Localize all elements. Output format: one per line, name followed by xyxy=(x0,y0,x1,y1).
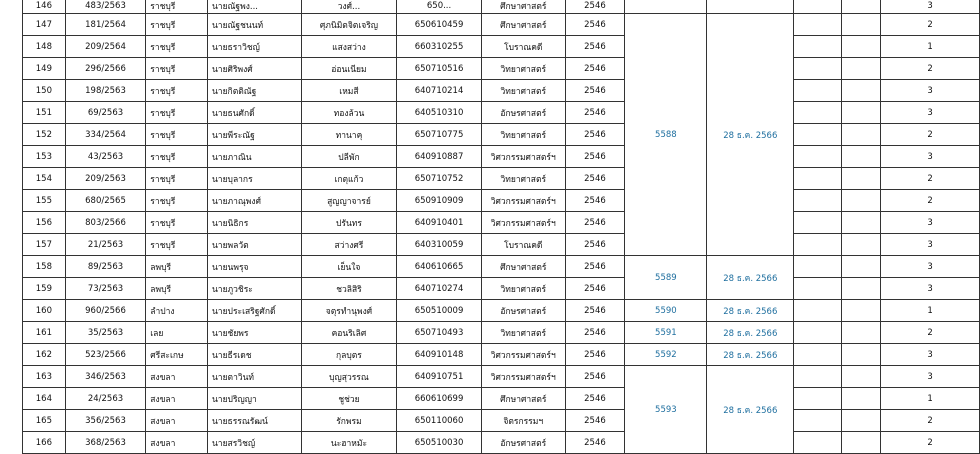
cell-count: 3 xyxy=(881,0,980,14)
cell-year: 2546 xyxy=(565,80,625,102)
cell-last-name: เย็นใจ xyxy=(301,256,397,278)
cell-ref: 483/2563 xyxy=(65,0,146,14)
cell-blank xyxy=(841,0,881,14)
cell-province: สงขลา xyxy=(146,366,208,388)
cell-student-id: 640310059 xyxy=(397,234,482,256)
cell-blank xyxy=(841,410,881,432)
cell-blank xyxy=(794,36,841,58)
cell-blank xyxy=(794,410,841,432)
cell-year: 2546 xyxy=(565,124,625,146)
cell-ref: 523/2566 xyxy=(65,344,146,366)
cell-blank xyxy=(841,432,881,454)
cell-count: 2 xyxy=(881,14,980,36)
cell-count: 2 xyxy=(881,410,980,432)
group-order-date: 28 ธ.ค. 2566 xyxy=(707,300,794,322)
cell-year: 2546 xyxy=(565,322,625,344)
cell-first-name: นายธีรเดช xyxy=(207,344,301,366)
cell-student-id: 640710214 xyxy=(397,80,482,102)
cell-year: 2546 xyxy=(565,212,625,234)
cell-first-name: นายภาณุพงศ์ xyxy=(207,190,301,212)
cell-blank xyxy=(841,366,881,388)
cell-student-id: 660610699 xyxy=(397,388,482,410)
cell-blank xyxy=(794,80,841,102)
table-row xyxy=(23,190,980,212)
cell-province: ราชบุรี xyxy=(146,124,208,146)
cell-faculty: จิตรกรรมฯ xyxy=(481,410,565,432)
cell-faculty: วิทยาศาสตร์ xyxy=(481,168,565,190)
cell-year: 2546 xyxy=(565,36,625,58)
cell-last-name: อ่อนเนียม xyxy=(301,58,397,80)
table-row xyxy=(23,146,980,168)
cell-province: ราชบุรี xyxy=(146,36,208,58)
cell-student-id: 650610459 xyxy=(397,14,482,36)
cell-blank xyxy=(841,102,881,124)
cell-student-id: 640910401 xyxy=(397,212,482,234)
cell-last-name: ชวลิสิริ xyxy=(301,278,397,300)
cell-ref: 209/2563 xyxy=(65,168,146,190)
cell-year: 2546 xyxy=(565,0,625,14)
cell-province: สงขลา xyxy=(146,432,208,454)
cell-faculty: ศึกษาศาสตร์ xyxy=(481,388,565,410)
cell-student-id: 640910887 xyxy=(397,146,482,168)
cell-count: 3 xyxy=(881,80,980,102)
group-order-date: 28 ธ.ค. 2566 xyxy=(707,366,794,454)
cell-blank xyxy=(794,322,841,344)
cell-last-name: ปรันทร xyxy=(301,212,397,234)
cell-year: 2546 xyxy=(565,388,625,410)
cell-first-name: นายณัฐชนนท์ xyxy=(207,14,301,36)
cell-last-name: ชูช่วย xyxy=(301,388,397,410)
cell-year: 2546 xyxy=(565,190,625,212)
cell-year: 2546 xyxy=(565,432,625,454)
cell-blank xyxy=(841,190,881,212)
cell-province: เลย xyxy=(146,322,208,344)
cell-blank xyxy=(794,146,841,168)
cell-first-name: นายสรวิชญ์ xyxy=(207,432,301,454)
cell-last-name: นะฮาหมัะ xyxy=(301,432,397,454)
cell-last-name: คอนริเลิศ xyxy=(301,322,397,344)
table-row xyxy=(23,102,980,124)
table-row xyxy=(23,14,980,36)
cell-first-name: นายพีระณัฐ xyxy=(207,124,301,146)
cell-year: 2546 xyxy=(565,366,625,388)
cell-ref: 803/2566 xyxy=(65,212,146,234)
table-row xyxy=(23,344,980,366)
cell-first-name: นายธรรณรัฒน์ xyxy=(207,410,301,432)
cell-ref: 356/2563 xyxy=(65,410,146,432)
cell-count: 3 xyxy=(881,278,980,300)
cell-faculty: วิทยาศาสตร์ xyxy=(481,278,565,300)
cell-blank xyxy=(841,300,881,322)
cell-blank xyxy=(841,36,881,58)
cell-faculty: วิศวกรรมศาสตร์ฯ xyxy=(481,212,565,234)
cell-blank xyxy=(841,14,881,36)
cell-no: 154 xyxy=(23,168,66,190)
group-order-date: 28 ธ.ค. 2566 xyxy=(707,256,794,300)
cell-blank xyxy=(841,344,881,366)
cell-province: ราชบุรี xyxy=(146,212,208,234)
cell-faculty: วิทยาศาสตร์ xyxy=(481,58,565,80)
cell-student-id: 640710274 xyxy=(397,278,482,300)
cell-blank xyxy=(794,388,841,410)
cell-blank xyxy=(794,102,841,124)
cell-ref: 35/2563 xyxy=(65,322,146,344)
cell-no: 146 xyxy=(23,0,66,14)
cell-no: 161 xyxy=(23,322,66,344)
cell-faculty: วิศวกรรมศาสตร์ฯ xyxy=(481,190,565,212)
cell-year: 2546 xyxy=(565,234,625,256)
cell-ref: 21/2563 xyxy=(65,234,146,256)
cell-ref: 346/2563 xyxy=(65,366,146,388)
cell-blank xyxy=(841,80,881,102)
cell-blank xyxy=(841,124,881,146)
cell-no: 164 xyxy=(23,388,66,410)
cell-year: 2546 xyxy=(565,410,625,432)
table-body xyxy=(23,0,980,454)
cell-no: 149 xyxy=(23,58,66,80)
cell-count: 2 xyxy=(881,432,980,454)
cell-year: 2546 xyxy=(565,300,625,322)
cell-last-name: ทานาคุ xyxy=(301,124,397,146)
cell-ref: 89/2563 xyxy=(65,256,146,278)
group-order-number: 5589 xyxy=(625,256,707,300)
cell-last-name: วงศ์... xyxy=(301,0,397,14)
cell-student-id: 650... xyxy=(397,0,482,14)
cell-province: ราชบุรี xyxy=(146,102,208,124)
cell-faculty: วิศวกรรมศาสตร์ฯ xyxy=(481,146,565,168)
table-row xyxy=(23,58,980,80)
cell-province: ราชบุรี xyxy=(146,234,208,256)
cell-blank xyxy=(841,388,881,410)
cell-student-id: 650710775 xyxy=(397,124,482,146)
cell-count: 1 xyxy=(881,300,980,322)
cell-province: ลำปาง xyxy=(146,300,208,322)
cell-ref: 368/2563 xyxy=(65,432,146,454)
cell-year: 2546 xyxy=(565,278,625,300)
cell-blank xyxy=(794,14,841,36)
table-row xyxy=(23,278,980,300)
cell-last-name: ทองล้วน xyxy=(301,102,397,124)
table-row xyxy=(23,300,980,322)
cell-no: 165 xyxy=(23,410,66,432)
cell-no: 166 xyxy=(23,432,66,454)
cell-year: 2546 xyxy=(565,344,625,366)
cell-year: 2546 xyxy=(565,168,625,190)
cell-student-id: 640510310 xyxy=(397,102,482,124)
cell-faculty: วิทยาศาสตร์ xyxy=(481,322,565,344)
group-order-number: 5592 xyxy=(625,344,707,366)
table-row xyxy=(23,388,980,410)
cell-first-name: นายธนศักดิ์ xyxy=(207,102,301,124)
cell-blank xyxy=(794,190,841,212)
cell-no: 152 xyxy=(23,124,66,146)
cell-year: 2546 xyxy=(565,102,625,124)
cell-blank xyxy=(794,168,841,190)
group-order-date: 28 ธ.ค. 2566 xyxy=(707,322,794,344)
cell-blank xyxy=(794,256,841,278)
cell-count: 1 xyxy=(881,388,980,410)
cell-no: 162 xyxy=(23,344,66,366)
cell-last-name: ศุภนิมิตจิตเจริญ xyxy=(301,14,397,36)
cell-first-name: นายพลวัต xyxy=(207,234,301,256)
cell-no: 156 xyxy=(23,212,66,234)
cell-student-id: 650710752 xyxy=(397,168,482,190)
cell-blank xyxy=(794,124,841,146)
cell-blank xyxy=(841,256,881,278)
group-order-number: 5591 xyxy=(625,322,707,344)
cell-blank xyxy=(794,432,841,454)
cell-ref: 960/2566 xyxy=(65,300,146,322)
cell-first-name: นายกิตติณัฐ xyxy=(207,80,301,102)
cell-faculty: วิศวกรรมศาสตร์ฯ xyxy=(481,344,565,366)
cell-count: 2 xyxy=(881,58,980,80)
cell-last-name: รักพรม xyxy=(301,410,397,432)
cell-count: 2 xyxy=(881,168,980,190)
cell-no: 150 xyxy=(23,80,66,102)
cell-province: สงขลา xyxy=(146,388,208,410)
cell-faculty: อักษรศาสตร์ xyxy=(481,102,565,124)
cell-count: 3 xyxy=(881,102,980,124)
cell-first-name: นายปริญญา xyxy=(207,388,301,410)
cell-blank xyxy=(841,58,881,80)
cell-ref: 181/2564 xyxy=(65,14,146,36)
cell-count: 2 xyxy=(881,322,980,344)
cell-no: 159 xyxy=(23,278,66,300)
cell-last-name: กุลบุตร xyxy=(301,344,397,366)
cell-province: สงขลา xyxy=(146,410,208,432)
cell-count: 3 xyxy=(881,212,980,234)
cell-province: ราชบุรี xyxy=(146,14,208,36)
cell-no: 153 xyxy=(23,146,66,168)
cell-ref: 296/2566 xyxy=(65,58,146,80)
cell-blank xyxy=(841,322,881,344)
cell-no: 148 xyxy=(23,36,66,58)
cell-faculty: โบราณคดี xyxy=(481,36,565,58)
cell-blank xyxy=(841,168,881,190)
cell-first-name: นายภูวชิระ xyxy=(207,278,301,300)
cell-faculty: โบราณคดี xyxy=(481,234,565,256)
cell-count: 2 xyxy=(881,190,980,212)
cell-faculty: อักษรศาสตร์ xyxy=(481,300,565,322)
table-row-partial xyxy=(23,0,980,14)
cell-group-number xyxy=(625,0,707,14)
cell-faculty: วิทยาศาสตร์ xyxy=(481,80,565,102)
cell-student-id: 650710493 xyxy=(397,322,482,344)
table-row xyxy=(23,124,980,146)
cell-blank xyxy=(794,344,841,366)
cell-last-name: จตุรทำนุพงศ์ xyxy=(301,300,397,322)
cell-count: 3 xyxy=(881,234,980,256)
cell-last-name: บุญสุวรรณ xyxy=(301,366,397,388)
cell-ref: 198/2563 xyxy=(65,80,146,102)
cell-faculty: วิศวกรรมศาสตร์ฯ xyxy=(481,366,565,388)
cell-province: ลพบุรี xyxy=(146,278,208,300)
cell-ref: 24/2563 xyxy=(65,388,146,410)
cell-ref: 680/2565 xyxy=(65,190,146,212)
cell-no: 157 xyxy=(23,234,66,256)
cell-student-id: 640910148 xyxy=(397,344,482,366)
cell-no: 151 xyxy=(23,102,66,124)
table-row xyxy=(23,322,980,344)
cell-faculty: ศึกษาศาสตร์ xyxy=(481,14,565,36)
cell-province: ศรีสะเกษ xyxy=(146,344,208,366)
table-row xyxy=(23,432,980,454)
cell-last-name: เกตุแก้ว xyxy=(301,168,397,190)
cell-blank xyxy=(794,300,841,322)
cell-blank xyxy=(841,146,881,168)
cell-first-name: นายธราวิชญ์ xyxy=(207,36,301,58)
cell-last-name: ปลีพัก xyxy=(301,146,397,168)
cell-province: ราชบุรี xyxy=(146,0,208,14)
cell-ref: 69/2563 xyxy=(65,102,146,124)
cell-last-name: เหมสี xyxy=(301,80,397,102)
group-order-date: 28 ธ.ค. 2566 xyxy=(707,344,794,366)
table-row xyxy=(23,36,980,58)
cell-student-id: 640910751 xyxy=(397,366,482,388)
group-order-number: 5588 xyxy=(625,14,707,256)
cell-first-name: นายบุลากร xyxy=(207,168,301,190)
cell-group-date xyxy=(707,0,794,14)
cell-first-name: นายณัฐพง... xyxy=(207,0,301,14)
cell-blank xyxy=(794,212,841,234)
cell-year: 2546 xyxy=(565,14,625,36)
cell-province: ราชบุรี xyxy=(146,146,208,168)
cell-student-id: 660310255 xyxy=(397,36,482,58)
cell-faculty: ศึกษาศาสตร์ xyxy=(481,0,565,14)
cell-student-id: 650110060 xyxy=(397,410,482,432)
cell-no: 160 xyxy=(23,300,66,322)
cell-ref: 43/2563 xyxy=(65,146,146,168)
cell-student-id: 640610665 xyxy=(397,256,482,278)
table-row xyxy=(23,366,980,388)
cell-count: 3 xyxy=(881,256,980,278)
cell-blank xyxy=(794,58,841,80)
cell-blank xyxy=(841,212,881,234)
cell-first-name: นายภาณิน xyxy=(207,146,301,168)
cell-no: 147 xyxy=(23,14,66,36)
cell-no: 158 xyxy=(23,256,66,278)
cell-first-name: นายศิริพงศ์ xyxy=(207,58,301,80)
table-row xyxy=(23,168,980,190)
cell-count: 3 xyxy=(881,366,980,388)
cell-first-name: นายชัยพร xyxy=(207,322,301,344)
cell-student-id: 650510030 xyxy=(397,432,482,454)
cell-blank xyxy=(794,278,841,300)
cell-count: 1 xyxy=(881,36,980,58)
cell-faculty: วิทยาศาสตร์ xyxy=(481,124,565,146)
cell-ref: 73/2563 xyxy=(65,278,146,300)
group-order-date: 28 ธ.ค. 2566 xyxy=(707,14,794,256)
table-row xyxy=(23,212,980,234)
cell-year: 2546 xyxy=(565,146,625,168)
table-row xyxy=(23,80,980,102)
cell-year: 2546 xyxy=(565,58,625,80)
table-row xyxy=(23,256,980,278)
roster-table xyxy=(22,0,980,454)
group-order-number: 5593 xyxy=(625,366,707,454)
cell-blank xyxy=(794,366,841,388)
cell-student-id: 650710516 xyxy=(397,58,482,80)
cell-blank xyxy=(841,234,881,256)
cell-province: ราชบุรี xyxy=(146,58,208,80)
cell-student-id: 650910909 xyxy=(397,190,482,212)
cell-ref: 209/2564 xyxy=(65,36,146,58)
cell-first-name: นายตาวินท์ xyxy=(207,366,301,388)
cell-faculty: ศึกษาศาสตร์ xyxy=(481,256,565,278)
cell-student-id: 650510009 xyxy=(397,300,482,322)
cell-no: 163 xyxy=(23,366,66,388)
cell-province: ลพบุรี xyxy=(146,256,208,278)
cell-first-name: นายนิธิกร xyxy=(207,212,301,234)
cell-blank xyxy=(794,0,841,14)
cell-no: 155 xyxy=(23,190,66,212)
cell-blank xyxy=(794,234,841,256)
cell-count: 2 xyxy=(881,124,980,146)
cell-first-name: นายประเสริฐศักดิ์ xyxy=(207,300,301,322)
cell-last-name: สูญญาจารย์ xyxy=(301,190,397,212)
cell-count: 3 xyxy=(881,146,980,168)
cell-ref: 334/2564 xyxy=(65,124,146,146)
cell-province: ราชบุรี xyxy=(146,80,208,102)
table-row xyxy=(23,410,980,432)
table-row xyxy=(23,234,980,256)
cell-first-name: นายนพรุจ xyxy=(207,256,301,278)
cell-blank xyxy=(841,278,881,300)
cell-last-name: สว่างศรี xyxy=(301,234,397,256)
cell-faculty: อักษรศาสตร์ xyxy=(481,432,565,454)
cell-province: ราชบุรี xyxy=(146,168,208,190)
cell-count: 3 xyxy=(881,344,980,366)
group-order-number: 5590 xyxy=(625,300,707,322)
cell-province: ราชบุรี xyxy=(146,190,208,212)
cell-year: 2546 xyxy=(565,256,625,278)
cell-last-name: แสงสว่าง xyxy=(301,36,397,58)
